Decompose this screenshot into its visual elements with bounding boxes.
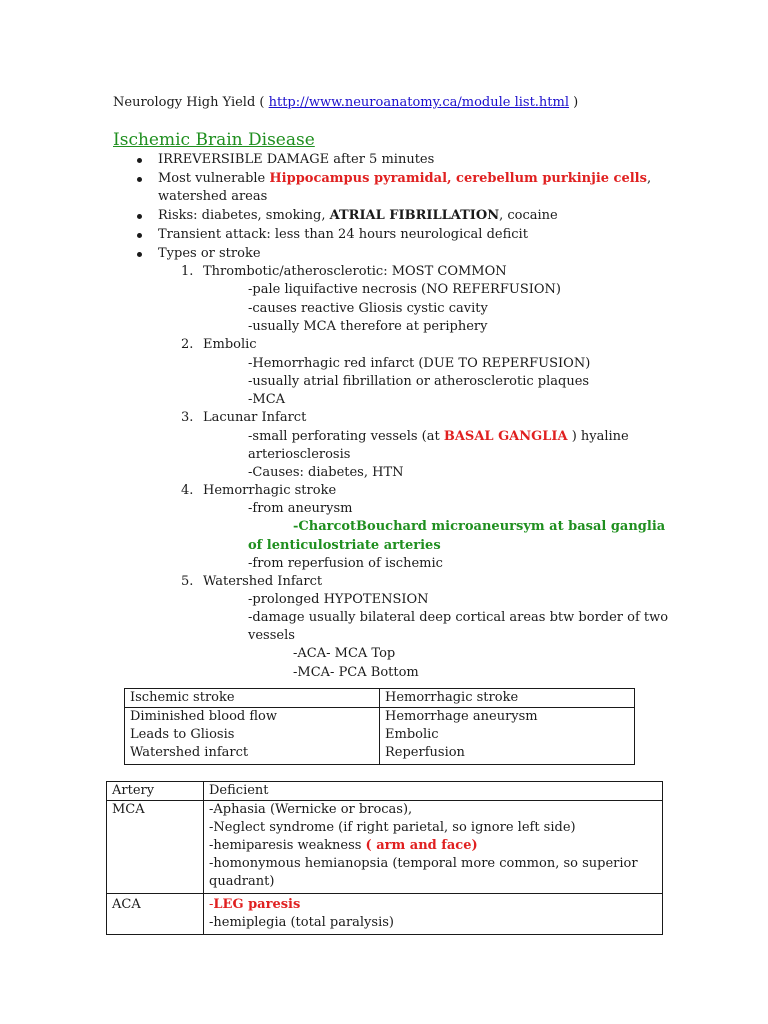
bullet-types: Types or stroke <box>158 246 261 261</box>
table-header-cell: Deficient <box>204 782 663 801</box>
table-row <box>107 894 663 935</box>
type-2-number: 2. <box>181 337 194 352</box>
deficit-line: -hemiplegia (total paralysis) <box>209 915 394 930</box>
type-4-number: 4. <box>181 483 194 498</box>
bullet-dot <box>137 177 142 182</box>
table-header-cell: Hemorrhagic stroke <box>380 689 635 708</box>
type-3-detail: -Causes: diabetes, HTN <box>248 465 404 480</box>
lacunar-prefix: -small perforating vessels (at <box>248 429 444 444</box>
risks-prefix: Risks: diabetes, smoking, <box>158 208 330 223</box>
leg-prefix: - <box>209 897 214 912</box>
type-5-detail: -damage usually bilateral deep cortical areas btw border of two <box>248 610 669 625</box>
type-4-title: Hemorrhagic stroke <box>203 483 337 498</box>
table-cell: Watershed infarct <box>125 744 380 765</box>
type-4-detail-highlight: of lenticulostriate arteries <box>248 538 441 553</box>
table-cell: Embolic <box>380 726 635 744</box>
table-row <box>125 708 635 727</box>
table-header-row <box>107 782 663 801</box>
type-3-title: Lacunar Infarct <box>203 410 307 425</box>
type-2-detail: -usually atrial fibrillation or atherosclerotic plaques <box>248 374 590 389</box>
table-row <box>125 744 635 765</box>
table-header-cell: Ischemic stroke <box>125 689 380 708</box>
table-header-cell: Artery <box>107 782 204 801</box>
table-cell: Diminished blood flow <box>125 708 380 727</box>
type-3-number: 3. <box>181 410 194 425</box>
lacunar-suffix: ) hyaline <box>567 429 629 444</box>
table-row <box>107 801 663 894</box>
bullet-dot <box>137 214 142 219</box>
type-1-detail: -causes reactive Gliosis cystic cavity <box>248 301 488 316</box>
section-title: Ischemic Brain Disease <box>113 130 315 150</box>
deficit-line <box>209 896 657 914</box>
stroke-comparison-table <box>124 688 635 765</box>
bullet-dot <box>137 233 142 238</box>
header-suffix: ) <box>569 95 579 110</box>
table-cell: Reperfusion <box>380 744 635 765</box>
type-5-detail: vessels <box>248 628 295 643</box>
bullet-dot <box>137 158 142 163</box>
artery-cell: ACA <box>107 894 204 935</box>
risks-bold: ATRIAL FIBRILLATION <box>329 208 500 223</box>
artery-deficit-table <box>106 781 663 935</box>
type-1-number: 1. <box>181 264 194 279</box>
table-header-row <box>125 689 635 708</box>
deficit-line <box>209 837 657 855</box>
type-5-title: Watershed Infarct <box>203 574 323 589</box>
bullet-vulnerable-cont: watershed areas <box>158 189 268 204</box>
type-2-title: Embolic <box>203 337 257 352</box>
type-5-number: 5. <box>181 574 194 589</box>
deficit-line: -Aphasia (Wernicke or brocas), <box>209 802 413 817</box>
source-link[interactable]: http://www.neuroanatomy.ca/module list.html <box>268 95 570 110</box>
vulnerable-highlight: Hippocampus pyramidal, cerebellum purkinjie cells <box>269 171 647 186</box>
basal-ganglia-highlight: BASAL GANGLIA <box>443 429 568 444</box>
table-cell: Leads to Gliosis <box>125 726 380 744</box>
bullet-transient: Transient attack: less than 24 hours neurological deficit <box>158 227 528 242</box>
type-5-detail: -MCA- PCA Bottom <box>293 665 419 680</box>
type-3-detail: arteriosclerosis <box>248 447 351 462</box>
type-4-detail: -from reperfusion of ischemic <box>248 556 443 571</box>
type-1-title: Thrombotic/atherosclerotic: MOST COMMON <box>203 264 507 279</box>
risks-suffix: , cocaine <box>499 208 558 223</box>
type-5-detail: -prolonged HYPOTENSION <box>248 592 429 607</box>
bullet-dot <box>137 252 142 257</box>
type-4-detail-highlight: -CharcotBouchard microaneursym at basal ganglia <box>293 519 666 534</box>
bullet-vulnerable <box>158 170 651 188</box>
document-header <box>113 94 578 112</box>
type-3-detail <box>248 428 629 446</box>
artery-cell: MCA <box>107 801 204 894</box>
type-5-detail: -ACA- MCA Top <box>293 646 396 661</box>
type-2-detail: -MCA <box>248 392 286 407</box>
vulnerable-suffix: , <box>646 171 652 186</box>
deficit-cell <box>204 801 663 894</box>
type-2-detail: -Hemorrhagic red infarct (DUE TO REPERFUSION) <box>248 356 591 371</box>
deficit-line: -Neglect syndrome (if right parietal, so ignore left side) <box>209 820 576 835</box>
deficit-cell <box>204 894 663 935</box>
arm-face-highlight: ( arm and face) <box>365 838 478 853</box>
table-row <box>125 726 635 744</box>
type-1-detail: -usually MCA therefore at periphery <box>248 319 488 334</box>
bullet-risks <box>158 207 558 225</box>
header-prefix: Neurology High Yield ( <box>113 95 269 110</box>
leg-paresis-highlight: LEG paresis <box>213 897 301 912</box>
type-4-detail: -from aneurysm <box>248 501 353 516</box>
deficit-line: -homonymous hemianopsia (temporal more common, so superior <box>209 856 638 871</box>
deficit-line: quadrant) <box>209 874 275 889</box>
type-1-detail: -pale liquifactive necrosis (NO REFERFUSION) <box>248 282 561 297</box>
bullet-irreversible: IRREVERSIBLE DAMAGE after 5 minutes <box>158 152 435 167</box>
vulnerable-prefix: Most vulnerable <box>158 171 270 186</box>
table-cell: Hemorrhage aneurysm <box>380 708 635 727</box>
hemiparesis-prefix: -hemiparesis weakness <box>209 838 366 853</box>
